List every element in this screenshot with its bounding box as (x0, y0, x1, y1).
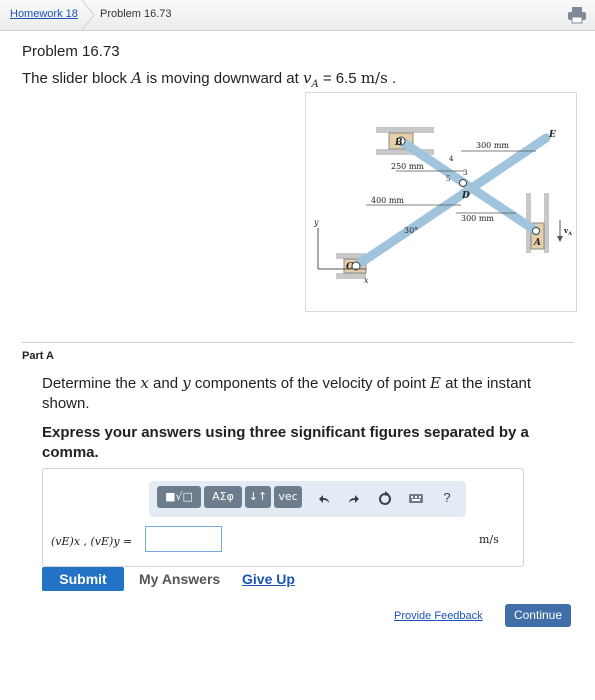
keyboard-icon[interactable] (408, 490, 424, 506)
provide-feedback-link[interactable]: Provide Feedback (394, 610, 483, 622)
velocity-unit: m/s (360, 69, 388, 87)
question-text: Determine the x and y components of the velocity of point E at the instant shown. (42, 374, 532, 412)
label-d: D (462, 191, 470, 201)
ratio-5: 5 (446, 175, 451, 183)
velocity-arrow-head (557, 236, 563, 242)
section-divider (22, 342, 574, 343)
axis-y-label: y (314, 218, 319, 227)
math-toolbar (149, 481, 466, 517)
angle-30: 30° (404, 226, 419, 235)
breadcrumb-separator-icon (80, 0, 98, 30)
velocity-symbol: v (302, 69, 312, 87)
submit-button[interactable]: Submit (42, 567, 124, 591)
redo-icon[interactable] (346, 490, 362, 506)
print-icon[interactable] (567, 6, 587, 24)
guide-bottom-c (336, 273, 366, 279)
label-e: E (549, 130, 556, 140)
label-b: B (395, 138, 403, 148)
axis-x-label: x (364, 276, 369, 285)
label-a: A (534, 238, 541, 248)
sort-button[interactable]: ↓↑ (245, 486, 271, 508)
my-answers-link[interactable]: My Answers (139, 571, 221, 587)
problem-title: Problem 16.73 (22, 43, 120, 60)
velocity-label: $v_A$ (564, 226, 572, 237)
greek-button[interactable]: ΑΣφ (204, 486, 242, 508)
ratio-3: 3 (463, 169, 468, 177)
breadcrumb-homework[interactable]: Homework 18 (10, 8, 78, 20)
label-c: C (346, 262, 354, 272)
continue-button[interactable]: Continue (505, 604, 571, 627)
dim-300-right: 300 mm (461, 214, 494, 223)
help-button[interactable]: ? (443, 490, 451, 505)
ratio-4: 4 (449, 155, 454, 163)
pin-d (460, 180, 467, 187)
answer-input[interactable] (145, 526, 222, 552)
answer-label: (vE)x , (vE)y = (51, 535, 133, 548)
mechanism-figure (305, 92, 577, 312)
undo-icon[interactable] (316, 490, 332, 506)
top-bar (0, 0, 595, 31)
mechanism-diagram (306, 93, 576, 311)
dim-250: 250 mm (391, 162, 424, 171)
dim-300-top: 300 mm (476, 141, 509, 150)
part-label: Part A (22, 350, 54, 362)
guide-top-b (376, 127, 434, 133)
problem-statement: The slider block A is moving downward at $v_A = 6.5$ m/s . (22, 69, 397, 90)
give-up-link[interactable]: Give Up (242, 571, 295, 587)
answer-unit: m/s (479, 533, 499, 546)
dim-400: 400 mm (371, 196, 404, 205)
pin-a (533, 228, 540, 235)
instruction-text: Express your answers using three significant figures separated by a comma. (42, 424, 529, 461)
answer-box (42, 468, 524, 567)
reset-icon[interactable] (377, 490, 393, 506)
vec-button[interactable]: vec (274, 486, 302, 508)
breadcrumb-problem: Problem 16.73 (100, 8, 172, 20)
templates-button[interactable]: ■√□ (157, 486, 201, 508)
guide-right-a (544, 193, 549, 253)
block-symbol: A (131, 69, 143, 87)
